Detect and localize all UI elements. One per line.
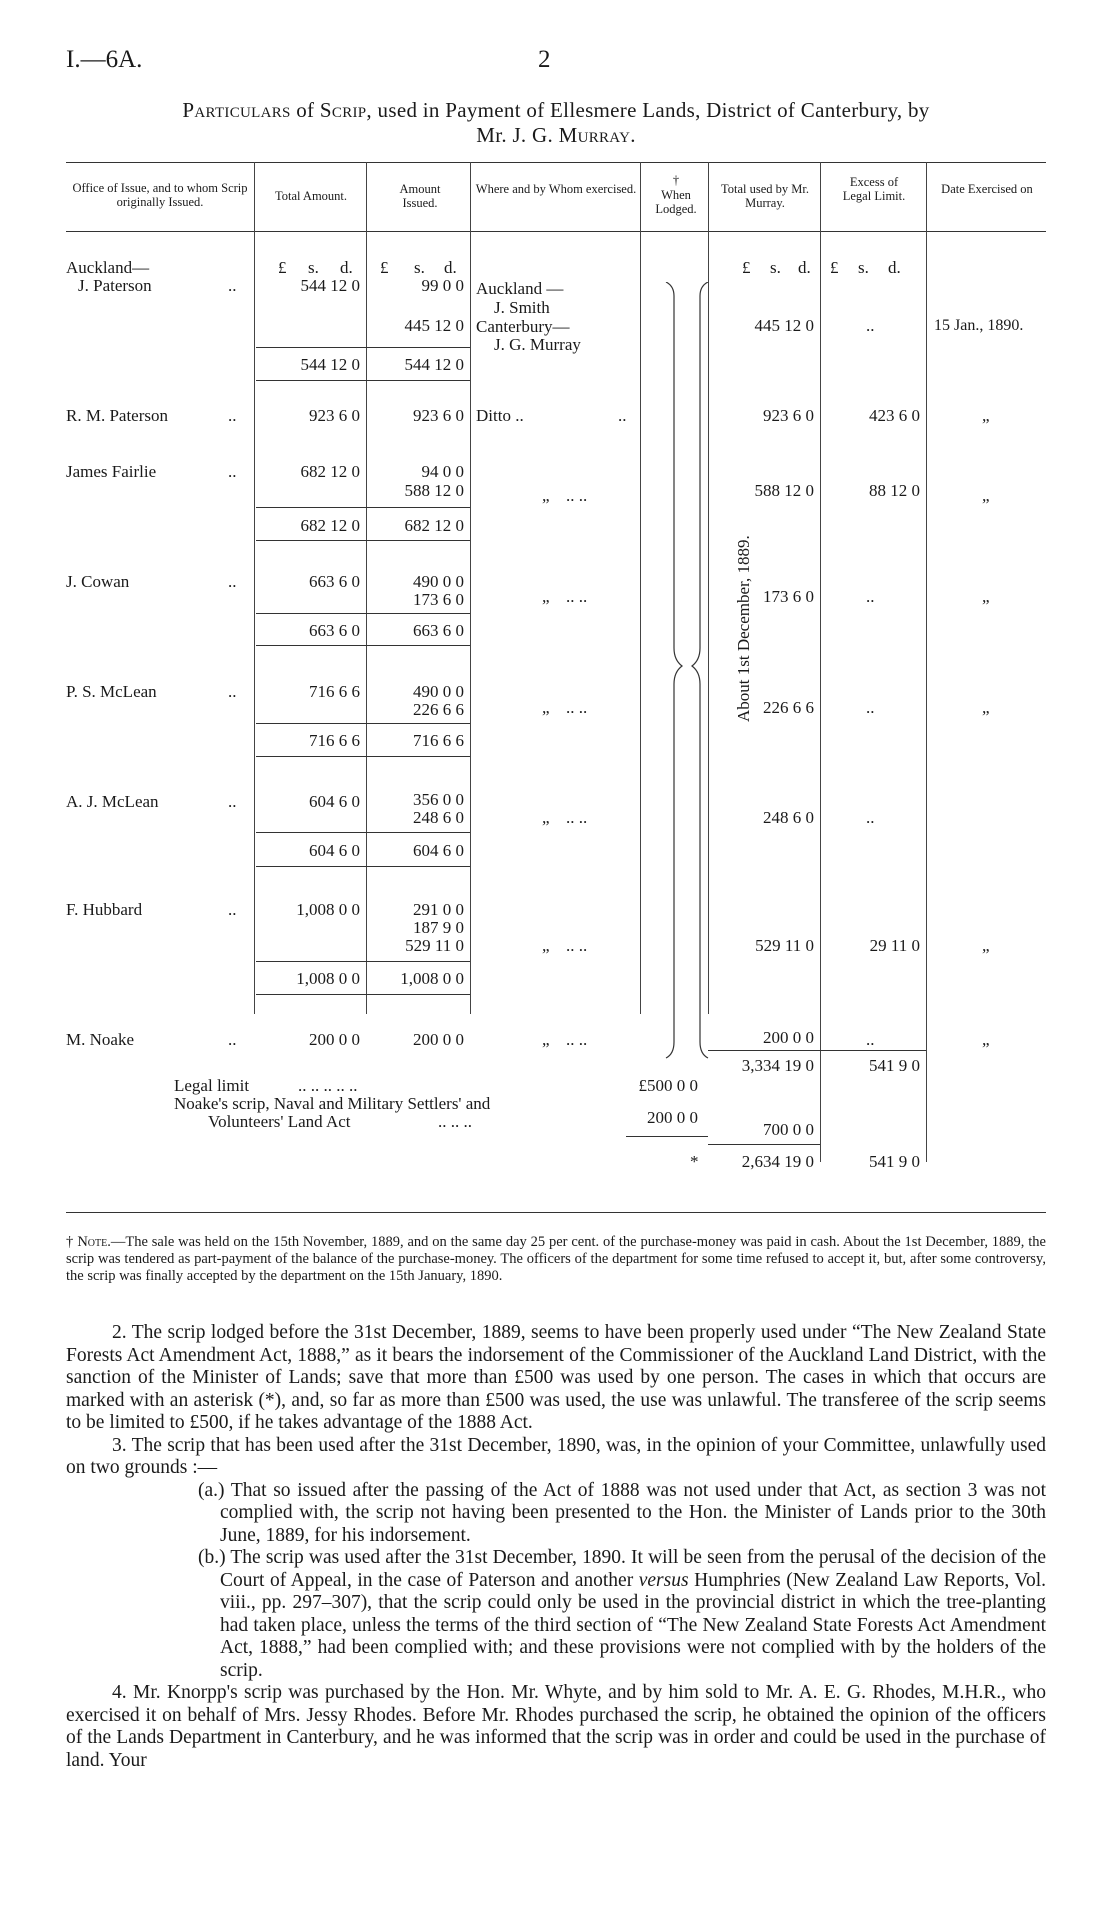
footnote-mark: † Note.—	[66, 1234, 126, 1250]
unit-pence: d.	[444, 258, 457, 277]
amount-issued: 99 0 0	[421, 276, 464, 295]
unit-shillings: s.	[414, 258, 425, 277]
noake-scrip-label: Volunteers' Land Act	[208, 1112, 351, 1131]
total-amount: 716 6 6	[309, 682, 360, 701]
paragraph-3: 3. The scrip that has been used after the 31st December, 1890, was, in the opinion of your Committee, unlawfully used on two grounds :—	[66, 1434, 1046, 1478]
amount-issued-sum: 604 6 0	[413, 841, 464, 860]
deduct-rule	[626, 1136, 708, 1137]
ditto-mark: „	[542, 808, 550, 827]
unit-pence: d.	[340, 258, 353, 277]
unit-pence: d.	[798, 258, 811, 277]
page-number: 2	[538, 46, 551, 73]
excess-limit: ..	[866, 698, 875, 717]
scrip-holder: James Fairlie	[66, 462, 157, 481]
total-amount: 544 12 0	[300, 276, 360, 295]
ditto-mark: „	[982, 486, 990, 505]
used-by-murray: 173 6 0	[763, 587, 814, 606]
excess-limit: 29 11 0	[869, 936, 920, 955]
unit-pound: £	[742, 258, 751, 277]
amount-issued: 291 0 0	[413, 900, 464, 919]
amount-issued-sum: 663 6 0	[413, 621, 464, 640]
office-auckland: Auckland—	[66, 258, 150, 277]
total-amount-sum: 544 12 0	[300, 355, 360, 374]
title-of: of	[296, 98, 315, 122]
amount-issued: 923 6 0	[413, 406, 464, 425]
leader-dots: ..	[228, 1030, 237, 1049]
excess-limit: ..	[866, 316, 875, 335]
unit-pound: £	[830, 258, 839, 277]
unit-pound: £	[380, 258, 389, 277]
amount-issued: 94 0 0	[421, 462, 464, 481]
excess-limit: 423 6 0	[869, 406, 920, 425]
excess-limit: ..	[866, 808, 875, 827]
col-header-used: Total used by Mr. Murray.	[720, 182, 809, 210]
amount-issued-sum: 544 12 0	[404, 355, 464, 374]
unit-pound: £	[278, 258, 287, 277]
col-rule-2	[366, 162, 367, 1014]
total-amount-sum: 716 6 6	[309, 731, 360, 750]
used-by-murray: 226 6 6	[763, 698, 814, 717]
sum-rule	[708, 1050, 926, 1051]
leader-dots: ..	[228, 682, 237, 701]
total-amount-sum: 1,008 0 0	[296, 969, 360, 988]
ditto-mark: „	[542, 587, 550, 606]
ditto-mark: „	[542, 486, 550, 505]
subtotal-rule	[256, 723, 470, 724]
scrip-table	[66, 162, 1046, 1214]
where-exercised: Auckland —	[476, 279, 564, 298]
col-header-when: When Lodged.	[655, 188, 697, 216]
ditto-dots: .. ..	[566, 587, 588, 606]
right-brace	[692, 282, 708, 1058]
subtotal-rule	[256, 380, 470, 381]
ditto-mark: „	[982, 406, 990, 425]
scrip-holder: F. Hubbard	[66, 900, 143, 919]
title-by-line: Mr. J. G.	[476, 123, 554, 147]
excess-sum: 541 9 0	[869, 1056, 920, 1075]
amount-issued: 490 0 0	[413, 682, 464, 701]
amount-issued: 187 9 0	[413, 918, 464, 937]
amount-issued: 226 6 6	[413, 700, 464, 719]
amount-issued: 588 12 0	[404, 481, 464, 500]
total-amount-sum: 663 6 0	[309, 621, 360, 640]
leader-dots: .. .. .. .. ..	[298, 1076, 358, 1095]
amount-issued-sum: 682 12 0	[404, 516, 464, 535]
amount-issued: 490 0 0	[413, 572, 464, 591]
ditto-mark: „	[982, 1030, 990, 1049]
used-by-murray: 445 12 0	[754, 316, 814, 335]
table-title	[66, 98, 1046, 148]
leader-dots: ..	[228, 792, 237, 811]
paragraph-2: 2. The scrip lodged before the 31st December, 1889, seems to have been properly used under “The New Zealand State Forests Act Amendment Act, 1888,” as it bears the indorsement of the Commissioner of the Auckland Land District, with the sanction of the Minister of Lands; save that more than £500 was used by one person. The cases in which that occurs are marked with an asterisk (*), and, so far as more than £500 was used, the use was unlawful. The transferee of the scrip seems to be limited to £500, if he takes advantage of the 1888 Act.	[66, 1322, 1046, 1433]
scrip-holder: J. Cowan	[66, 572, 130, 591]
ditto-dots: .. ..	[566, 698, 588, 717]
ditto-dots: .. ..	[566, 486, 588, 505]
subtotal-rule	[256, 347, 470, 348]
used-sum: 3,334 19 0	[741, 1056, 814, 1075]
leader-dots: ..	[228, 276, 237, 295]
amount-issued-sum: 1,008 0 0	[400, 969, 464, 988]
subtotal-rule	[256, 613, 470, 614]
total-amount-sum: 682 12 0	[300, 516, 360, 535]
legal-limit-label: Legal limit	[174, 1076, 250, 1095]
unit-pence: d.	[888, 258, 901, 277]
amount-issued: 529 11 0	[405, 936, 464, 955]
ditto-mark: „	[982, 587, 990, 606]
col-rule-7	[926, 162, 927, 1162]
scrip-holder: M. Noake	[66, 1030, 134, 1049]
subtotal-rule	[256, 961, 470, 962]
table-header-rule	[66, 231, 1046, 232]
ditto-dots: .. ..	[566, 1030, 588, 1049]
title-prefix: Particulars	[182, 98, 291, 122]
where-exercised: J. G. Murray	[494, 335, 581, 354]
total-amount: 682 12 0	[300, 462, 360, 481]
col-header-where: Where and by Whom exercised.	[475, 182, 637, 196]
total-amount: 923 6 0	[309, 406, 360, 425]
sum-rule	[708, 1144, 820, 1145]
scrip-holder: A. J. McLean	[66, 792, 159, 811]
excess-final: 541 9 0	[869, 1152, 920, 1171]
subtotal-rule	[256, 832, 470, 833]
ditto-dots: .. ..	[566, 808, 588, 827]
used-by-murray: 588 12 0	[754, 481, 814, 500]
used-deduction: 700 0 0	[763, 1120, 814, 1139]
excess-limit: ..	[866, 1030, 875, 1049]
where-exercised: J. Smith	[494, 298, 550, 317]
unit-shillings: s.	[308, 258, 319, 277]
footnote	[66, 1234, 1046, 1285]
total-amount: 663 6 0	[309, 572, 360, 591]
leader-dots: ..	[228, 900, 237, 919]
amount-issued: 445 12 0	[404, 316, 464, 335]
scrip-holder: P. S. McLean	[66, 682, 157, 701]
ditto-mark: „	[542, 1030, 550, 1049]
table-bottom-rule	[66, 1212, 1046, 1213]
footnote-text: The sale was held on the 15th November, 1889, and on the same day 25 per cent. of the purchase-money was paid in cash. About the 1st December, 1889, the scrip was tendered as part-payment of the balance of the purchase-money. The officers of the department for some time refused to accept it, but, after some controversy, the scrip was finally accepted by the department on the 15th January, 1890.	[66, 1234, 1046, 1284]
asterisk-mark: *	[690, 1152, 699, 1171]
when-lodged-vertical: About 1st December, 1889.	[734, 535, 753, 722]
subtotal-rule	[256, 994, 470, 995]
ditto-dots: .. ..	[566, 936, 588, 955]
legal-limit-value: £500 0 0	[638, 1076, 698, 1095]
excess-limit: 88 12 0	[869, 481, 920, 500]
col-rule-6	[820, 162, 821, 1162]
title-middle: used in Payment of Ellesmere Lands, District of Canterbury, by	[377, 98, 930, 122]
leader-dots: ..	[618, 406, 627, 425]
title-murray: Murray.	[558, 123, 636, 147]
subtotal-rule	[256, 540, 470, 541]
used-by-murray: 529 11 0	[755, 936, 814, 955]
col-header-total: Total Amount.	[274, 189, 348, 203]
unit-shillings: s.	[858, 258, 869, 277]
leader-dots: ..	[228, 462, 237, 481]
ditto-mark: „	[542, 698, 550, 717]
used-by-murray: 200 0 0	[763, 1028, 814, 1047]
paragraph-3b-part1: (b.) The scrip was used after the 31st December, 1890. It will be seen from the perusal of the decision of the Court of Appeal, in the case of Paterson and another	[198, 1547, 1046, 1591]
title-scrip: Scrip,	[319, 98, 372, 122]
col-header-date: Date Exercised on	[941, 182, 1033, 196]
amount-issued: 200 0 0	[413, 1030, 464, 1049]
scrip-holder: R. M. Paterson	[66, 406, 168, 425]
ditto-mark: „	[542, 936, 550, 955]
excess-limit: ..	[866, 587, 875, 606]
col-header-when-mark: †	[672, 173, 680, 187]
paragraph-3b-versus: versus	[638, 1569, 689, 1591]
subtotal-rule	[256, 756, 470, 757]
col-rule-3	[470, 162, 471, 1014]
body-text	[66, 1322, 1046, 1772]
total-amount-sum: 604 6 0	[309, 841, 360, 860]
unit-shillings: s.	[770, 258, 781, 277]
leader-dots: .. .. ..	[438, 1112, 472, 1131]
leader-dots: ..	[228, 572, 237, 591]
total-amount: 604 6 0	[309, 792, 360, 811]
used-by-murray: 923 6 0	[763, 406, 814, 425]
paragraph-3b	[66, 1547, 1046, 1682]
used-by-murray: 248 6 0	[763, 808, 814, 827]
amount-issued-sum: 716 6 6	[413, 731, 464, 750]
paragraph-3a: (a.) That so issued after the passing of the Act of 1888 was not used under that Act, as section 3 was not complied with, the scrip not having been presented to the Hon. the Minister of Lands prior to the 30th June, 1889, for his indorsement.	[198, 1479, 1046, 1546]
date-exercised: 15 Jan., 1890.	[934, 317, 1024, 334]
amount-issued: 173 6 0	[413, 590, 464, 609]
total-amount: 1,008 0 0	[296, 900, 360, 919]
where-exercised: Canterbury—	[476, 317, 570, 336]
noake-scrip-value: 200 0 0	[647, 1108, 698, 1127]
amount-issued: 248 6 0	[413, 808, 464, 827]
paragraph-3b-part2: Humphries (New Zealand Law Reports, Vol. viii., pp. 297–307), that the scrip could only be used in the provincial district in which the tree-planting had taken place, unless the terms of the third section of “The New Zealand State Forests Act Amendment Act, 1888,” had been complied with; and these provisions were not complied with by the holders of the scrip.	[220, 1569, 1047, 1681]
table-top-rule	[66, 162, 1046, 163]
col-rule-4	[640, 162, 641, 1014]
total-amount: 200 0 0	[309, 1030, 360, 1049]
ditto-mark: „	[982, 698, 990, 717]
left-brace	[666, 282, 682, 1058]
amount-issued: 356 0 0	[413, 790, 464, 809]
leader-dots: ..	[228, 406, 237, 425]
used-final: 2,634 19 0	[741, 1152, 814, 1171]
brace-group	[660, 282, 716, 1062]
noake-scrip-label: Noake's scrip, Naval and Military Settlers' and	[174, 1094, 491, 1113]
paragraph-4: 4. Mr. Knorpp's scrip was purchased by the Hon. Mr. Whyte, and by him sold to Mr. A. E. G. Rhodes, M.H.R., who exercised it on behalf of Mrs. Jessy Rhodes. Before Mr. Rhodes purchased the scrip, he obtained the opinion of the officers of the Lands Department in Canterbury, and he was informed that the scrip was in order and could be used in the purchase of land. Your	[66, 1682, 1046, 1771]
subtotal-rule	[256, 866, 470, 867]
scrip-holder: J. Paterson	[78, 276, 152, 295]
col-header-excess: Excess of Legal Limit.	[842, 175, 906, 203]
document-reference: I.—6A.	[66, 46, 143, 73]
subtotal-rule	[256, 507, 470, 508]
where-ditto: Ditto ..	[476, 406, 524, 425]
ditto-mark: „	[982, 936, 990, 955]
col-header-office: Office of Issue, and to whom Scrip originally Issued.	[72, 181, 248, 209]
col-header-amount: Amount Issued.	[399, 182, 441, 210]
col-rule-1	[254, 162, 255, 1014]
subtotal-rule	[256, 645, 470, 646]
